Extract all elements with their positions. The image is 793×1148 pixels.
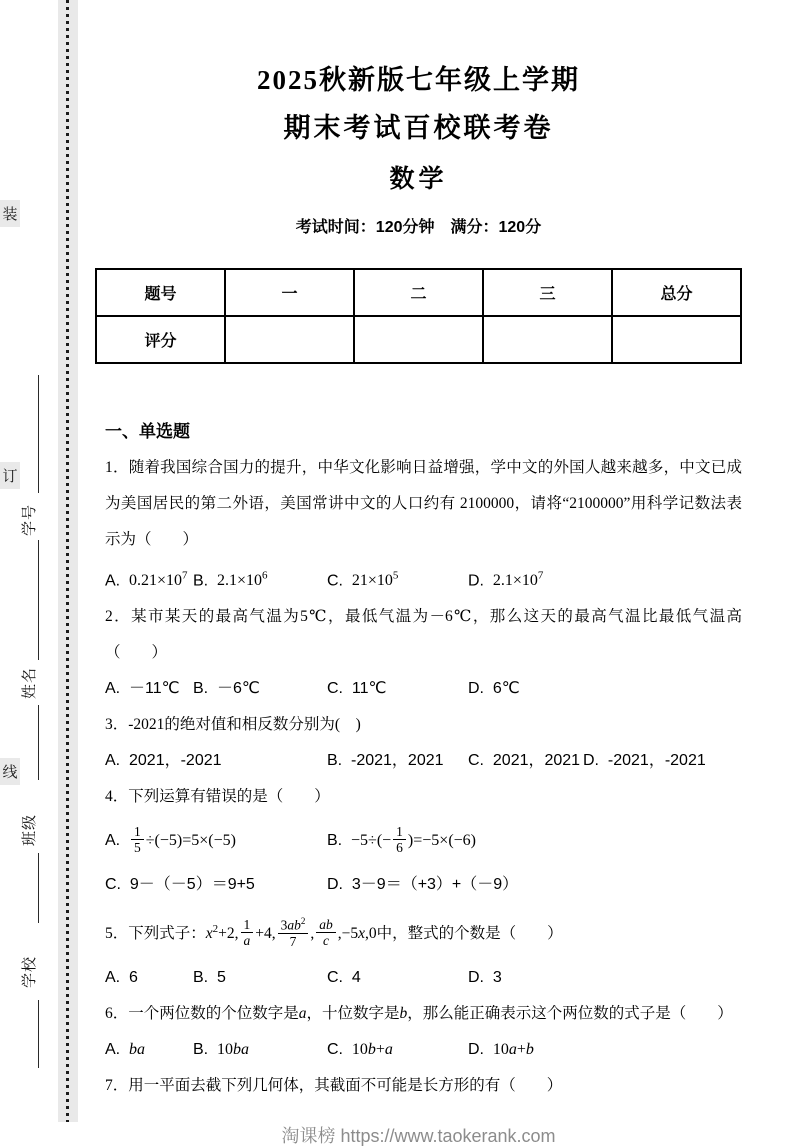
score-cell-empty [354, 316, 483, 363]
question-6 [95, 996, 742, 1068]
option-b: B. -2021，2021 [327, 752, 444, 770]
question-6-options [95, 1032, 742, 1068]
option-a: A. 2021，-2021 [105, 752, 222, 770]
score-header-one: 一 [225, 269, 354, 316]
exam-title-line1: 2025秋新版七年级上学期 [257, 65, 580, 95]
option-b: B. －6℃ [193, 680, 260, 698]
score-header-total: 总分 [612, 269, 741, 316]
option-a: A. 6 [105, 969, 138, 987]
question-5-options [95, 960, 742, 996]
exam-title-line2: 期末考试百校联考卷 [283, 113, 554, 143]
score-header-tihao: 题号 [96, 269, 225, 316]
question-1 [95, 450, 742, 599]
option-d: D. $2.1\times 10^7$ [468, 570, 544, 590]
question-1-options [95, 558, 742, 599]
option-d: D. 3 [468, 969, 502, 987]
binding-dotted-line [66, 0, 69, 1122]
score-table-score-row [96, 316, 741, 363]
score-header-three: 三 [483, 269, 612, 316]
label-class: 班级 [22, 814, 38, 847]
section-title: 一、单选题 [105, 422, 190, 441]
option-c: C. 11℃ [327, 680, 387, 698]
option-d: D. 10a+b [468, 1041, 534, 1059]
binding-char-ding: 订 [0, 462, 20, 489]
option-a: A. －11℃ [105, 680, 180, 698]
question-2-stem: 2．某市某天的最高气温为5℃，最低气温为－6℃，那么这天的最高气温比最低气温高（ ） [105, 608, 742, 662]
option-a: A. $\frac{1}{5}$ ÷(−5)=5×(−5) [105, 823, 236, 856]
score-table-header-row [96, 269, 741, 316]
option-c: C. 4 [327, 969, 361, 987]
blank-line [38, 540, 39, 660]
blank-line [38, 705, 39, 780]
label-school: 学校 [22, 956, 38, 989]
exam-subject: 数学 [389, 166, 448, 193]
label-name: 姓名 [22, 667, 38, 700]
option-a: A. $0.21\times 10^7$ [105, 570, 188, 590]
label-student-id: 学号 [22, 504, 38, 537]
question-1-stem: 1．随着我国综合国力的提升，中华文化影响日益增强，学中文的外国人越来越多，中文已成为美国居民的第二外语，美国常讲中文的人口约有 2100000，请将“2100000”用科学记数法表示为（ ） [105, 459, 742, 548]
option-c: C. 2021，2021 [468, 752, 581, 770]
question-4 [95, 779, 742, 903]
score-table [95, 268, 742, 364]
blank-line [38, 1000, 39, 1068]
question-3 [95, 707, 742, 779]
watermark-footer: 淘课榜 https://www.taokerank.com [281, 1126, 556, 1147]
question-7 [95, 1068, 742, 1104]
question-5 [95, 903, 742, 996]
binding-strip [58, 0, 78, 1122]
score-cell-empty [612, 316, 741, 363]
score-header-two: 二 [354, 269, 483, 316]
exam-page [95, 0, 742, 1148]
option-b: B. 5 [193, 969, 226, 987]
question-7-stem: 7．用一平面去截下列几何体，其截面不可能是长方形的有（ ） [105, 1077, 563, 1095]
option-b: B. −5÷(− $\frac{1}{6}$ )=−5×(−6) [327, 823, 476, 856]
binding-char-xian: 线 [0, 758, 20, 785]
question-2-options [95, 671, 742, 707]
question-2 [95, 599, 742, 707]
exam-info: 考试时间：120分钟 满分：120分 [295, 219, 542, 236]
binding-char-zhuang: 装 [0, 200, 20, 227]
option-a: A. ba [105, 1041, 146, 1059]
question-5-stem: 5．下列式子：$x^2+2$, $\frac{1}{a}$ +4, $\frac{3ab^2}{7}$ , $\frac{ab}{c}$ ,−5x,0中，整式的个数是（ ） [105, 916, 563, 950]
option-d: D. -2021，-2021 [583, 752, 706, 770]
question-3-stem: 3．-2021的绝对值和相反数分别为( ) [105, 716, 361, 734]
option-c: C. $21\times 10^5$ [327, 570, 399, 590]
option-d: D. 3－9＝（+3）+（－9） [327, 876, 519, 894]
blank-line [38, 853, 39, 923]
question-6-stem: 6．一个两位数的个位数字是a，十位数字是b，那么能正确表示这个两位数的式子是（ ） [105, 1005, 733, 1023]
score-row-label: 评分 [96, 316, 225, 363]
question-4-options-row1 [95, 815, 742, 867]
question-3-options [95, 743, 742, 779]
score-cell-empty [225, 316, 354, 363]
option-c: C. 10b+a [327, 1041, 393, 1059]
option-b: B. $2.1\times 10^6$ [193, 570, 268, 590]
question-4-options-row2 [95, 867, 742, 903]
option-d: D. 6℃ [468, 680, 520, 698]
option-c: C. 9－（－5）＝9+5 [105, 876, 255, 894]
option-b: B. 10ba [193, 1041, 250, 1059]
question-4-stem: 4．下列运算有错误的是（ ） [105, 788, 330, 806]
score-cell-empty [483, 316, 612, 363]
blank-line [38, 375, 39, 493]
